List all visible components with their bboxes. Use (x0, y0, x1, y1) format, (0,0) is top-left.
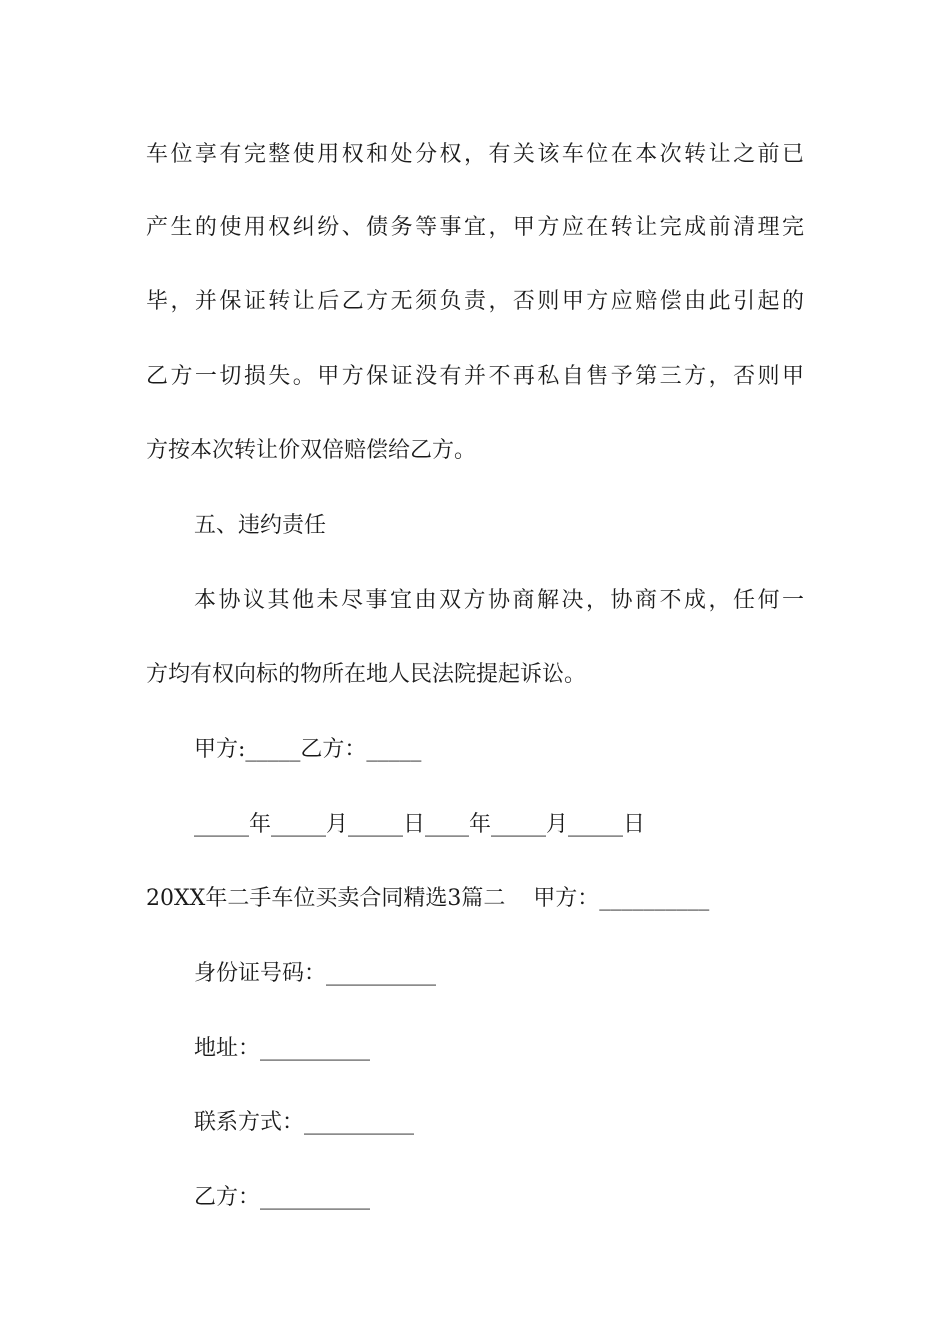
date-line: _____年_____月_____日____年_____月_____日 (194, 812, 646, 837)
paragraph-line: 方均有权向标的物所在地人民法院提起诉讼。 (146, 662, 587, 687)
paragraph-line: 乙方一切损失。甲方保证没有并不再私自售予第三方，否则甲 (146, 364, 804, 389)
party-b-field: 乙方：__________ (194, 1185, 371, 1210)
section-heading: 五、违约责任 (194, 513, 327, 538)
paragraph-line: 车位享有完整使用权和处分权，有关该车位在本次转让之前已 (146, 142, 804, 167)
address-field: 地址：__________ (194, 1036, 371, 1061)
paragraph-line: 本协议其他未尽事宜由双方协商解决，协商不成，任何一 (194, 588, 804, 613)
paragraph-line: 产生的使用权纠纷、债务等事宜，甲方应在转让完成前清理完 (146, 215, 804, 240)
id-number-field: 身份证号码：__________ (194, 961, 437, 986)
contract-title-line: 20XX年二手车位买卖合同精选3篇二 甲方：__________ (146, 886, 710, 911)
signature-line: 甲方:_____乙方：_____ (194, 737, 422, 762)
paragraph-line: 方按本次转让价双倍赔偿给乙方。 (146, 438, 477, 463)
paragraph-line: 毕，并保证转让后乙方无须负责，否则甲方应赔偿由此引起的 (146, 289, 804, 314)
contact-field: 联系方式：__________ (194, 1110, 415, 1135)
